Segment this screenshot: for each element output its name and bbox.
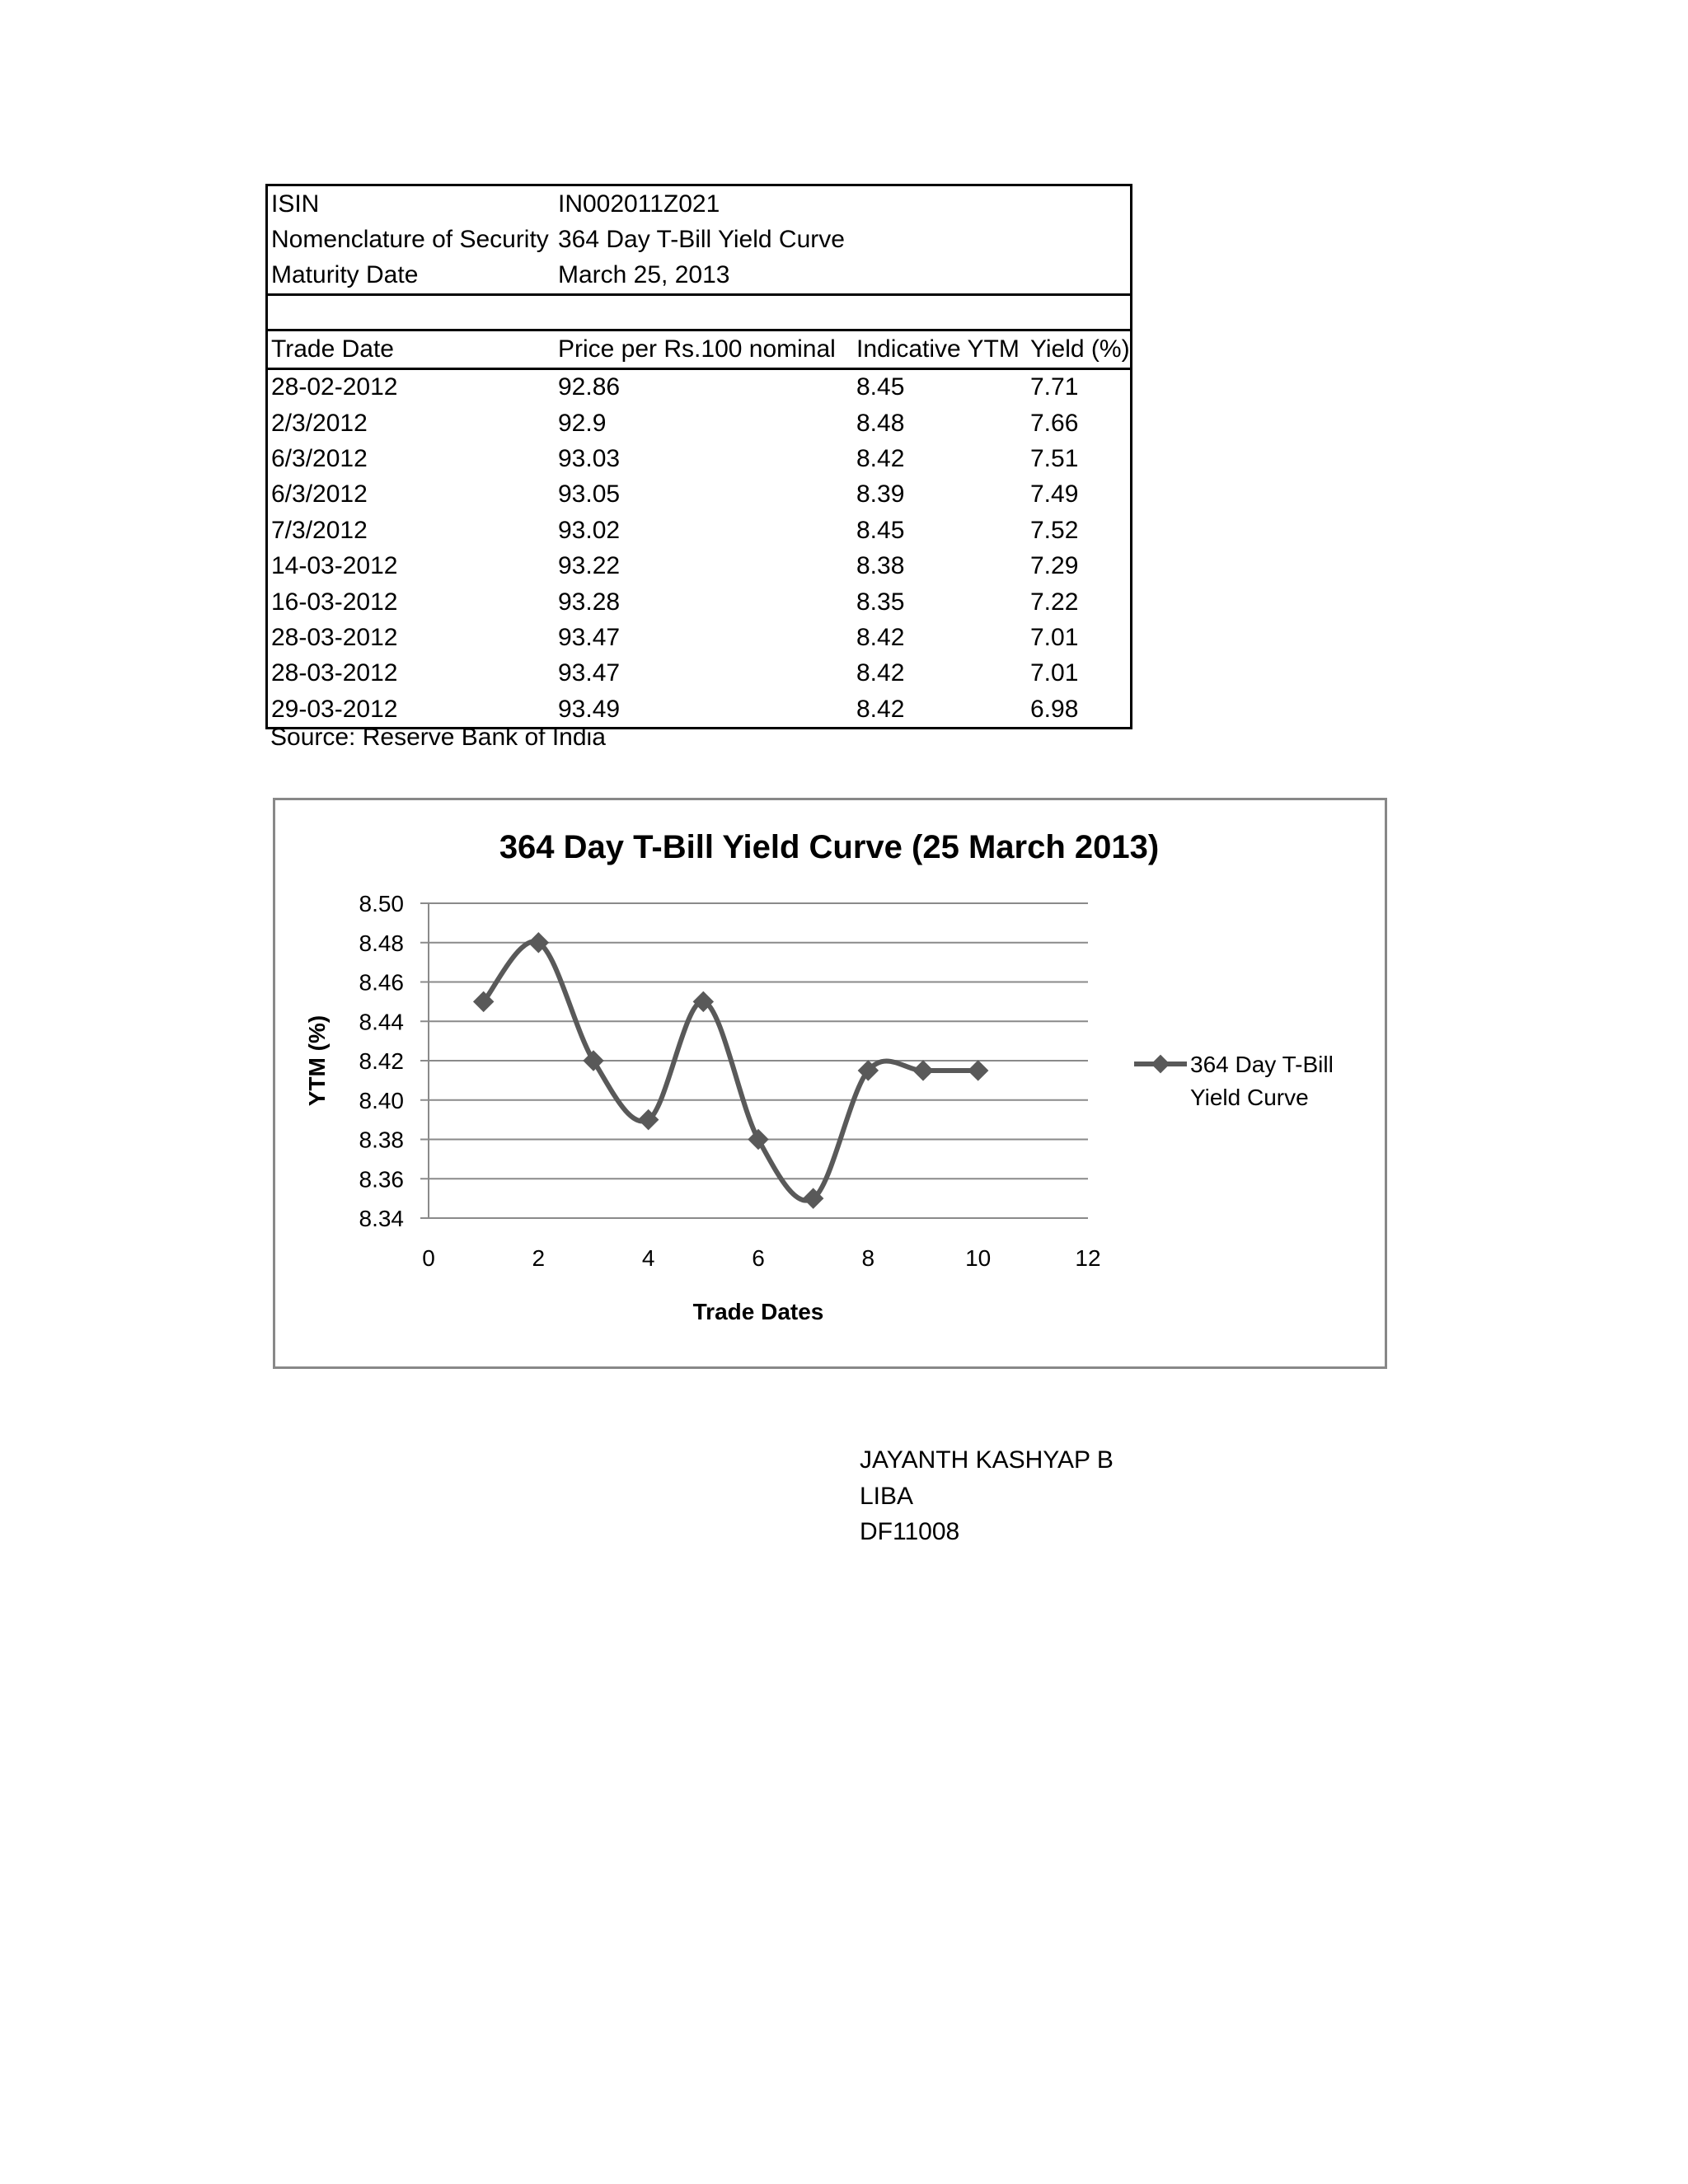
cell-price: 93.49 (558, 695, 621, 723)
nomenclature-label: Nomenclature of Security (271, 226, 549, 254)
table-row (268, 477, 1130, 513)
y-axis-label: YTM (%) (304, 1015, 330, 1107)
cell-yield: 7.66 (1030, 409, 1079, 437)
col-price: Price per Rs.100 nominal (558, 335, 836, 363)
x-axis-ticks (422, 1245, 1100, 1271)
cell-trade-date: 28-02-2012 (271, 373, 398, 401)
maturity-value: March 25, 2013 (558, 261, 730, 289)
table-row (268, 405, 1130, 441)
chart-svg (275, 800, 1385, 1366)
y-tick-label: 8.42 (359, 1048, 404, 1074)
isin-value: IN002011Z021 (558, 190, 720, 218)
cell-trade-date: 28-03-2012 (271, 623, 398, 651)
table-row (268, 620, 1130, 655)
cell-price: 93.02 (558, 516, 621, 544)
col-yield: Yield (%) (1030, 335, 1130, 363)
y-tick-label: 8.50 (359, 891, 404, 916)
cell-ytm: 8.35 (856, 588, 905, 616)
data-point-marker (968, 1060, 988, 1080)
chart-title: 364 Day T-Bill Yield Curve (25 March 2013) (499, 829, 1160, 865)
cell-ytm: 8.42 (856, 659, 905, 687)
x-tick-label: 2 (532, 1245, 546, 1271)
cell-ytm: 8.42 (856, 445, 905, 473)
y-tick-label: 8.44 (359, 1009, 404, 1035)
cell-price: 93.03 (558, 445, 621, 473)
table-body (268, 370, 1130, 728)
cell-ytm: 8.42 (856, 623, 905, 651)
data-point-marker (748, 1129, 768, 1150)
cell-yield: 7.01 (1030, 623, 1079, 651)
yield-chart (273, 798, 1387, 1369)
author-name: JAYANTH KASHYAP B (860, 1446, 1114, 1474)
x-axis-label: Trade Dates (692, 1299, 824, 1324)
cell-ytm: 8.48 (856, 409, 905, 437)
legend-marker-icon (1151, 1055, 1170, 1074)
legend-label-line1: 364 Day T-Bill (1190, 1052, 1334, 1077)
cell-price: 93.28 (558, 588, 621, 616)
y-tick-label: 8.38 (359, 1127, 404, 1153)
x-tick-label: 6 (752, 1245, 765, 1271)
table-row (268, 370, 1130, 405)
cell-yield: 7.22 (1030, 588, 1079, 616)
cell-trade-date: 29-03-2012 (271, 695, 398, 723)
source-note: Source: Reserve Bank of India (270, 724, 606, 751)
x-tick-label: 10 (965, 1245, 992, 1271)
cell-yield: 6.98 (1030, 695, 1079, 723)
y-tick-label: 8.48 (359, 930, 404, 956)
cell-yield: 7.29 (1030, 552, 1079, 580)
cell-yield: 7.52 (1030, 516, 1079, 544)
nomenclature-row (268, 222, 1130, 257)
cell-ytm: 8.45 (856, 373, 905, 401)
y-axis-ticks (359, 891, 405, 1231)
cell-ytm: 8.38 (856, 552, 905, 580)
cell-price: 92.86 (558, 373, 621, 401)
cell-price: 93.22 (558, 552, 621, 580)
table-row (268, 513, 1130, 548)
cell-yield: 7.51 (1030, 445, 1079, 473)
isin-label: ISIN (271, 190, 320, 218)
column-header-row (268, 331, 1130, 369)
y-tick-label: 8.34 (359, 1206, 404, 1231)
y-tick-label: 8.36 (359, 1166, 404, 1193)
data-point-marker (912, 1060, 933, 1080)
legend (1134, 1052, 1334, 1110)
table-row (268, 584, 1130, 620)
table-row (268, 441, 1130, 476)
legend-label-line2: Yield Curve (1190, 1085, 1309, 1110)
nomenclature-value: 364 Day T-Bill Yield Curve (558, 226, 845, 254)
table-row (268, 656, 1130, 691)
data-point-marker (583, 1050, 603, 1071)
security-info (268, 186, 1130, 296)
signature-block (860, 1442, 1114, 1550)
cell-trade-date: 14-03-2012 (271, 552, 398, 580)
isin-row (268, 186, 1130, 222)
cell-yield: 7.01 (1030, 659, 1079, 687)
cell-ytm: 8.45 (856, 516, 905, 544)
table-row (268, 691, 1130, 727)
maturity-label: Maturity Date (271, 261, 419, 289)
author-institution: LIBA (860, 1482, 914, 1510)
maturity-row (268, 258, 1130, 293)
cell-trade-date: 16-03-2012 (271, 588, 398, 616)
author-id: DF11008 (860, 1518, 960, 1545)
cell-ytm: 8.39 (856, 480, 905, 509)
x-tick-label: 8 (861, 1245, 875, 1271)
cell-trade-date: 6/3/2012 (271, 480, 368, 509)
cell-trade-date: 7/3/2012 (271, 516, 368, 544)
table-row (268, 549, 1130, 584)
cell-yield: 7.49 (1030, 480, 1079, 509)
x-tick-label: 12 (1075, 1245, 1101, 1271)
col-ytm: Indicative YTM (856, 335, 1020, 363)
x-tick-label: 0 (422, 1245, 435, 1271)
series-line (484, 941, 978, 1200)
cell-price: 93.47 (558, 623, 621, 651)
blank-row (268, 296, 1130, 331)
cell-price: 93.05 (558, 480, 621, 509)
cell-trade-date: 28-03-2012 (271, 659, 398, 687)
y-tick-label: 8.46 (359, 969, 404, 996)
cell-ytm: 8.42 (856, 695, 905, 723)
cell-trade-date: 6/3/2012 (271, 445, 368, 473)
security-table (265, 184, 1132, 729)
cell-trade-date: 2/3/2012 (271, 409, 368, 437)
cell-price: 93.47 (558, 659, 621, 687)
cell-yield: 7.71 (1030, 373, 1079, 401)
col-trade-date: Trade Date (271, 335, 394, 363)
cell-price: 92.9 (558, 409, 607, 437)
y-tick-label: 8.40 (359, 1087, 404, 1113)
x-tick-label: 4 (641, 1245, 655, 1271)
